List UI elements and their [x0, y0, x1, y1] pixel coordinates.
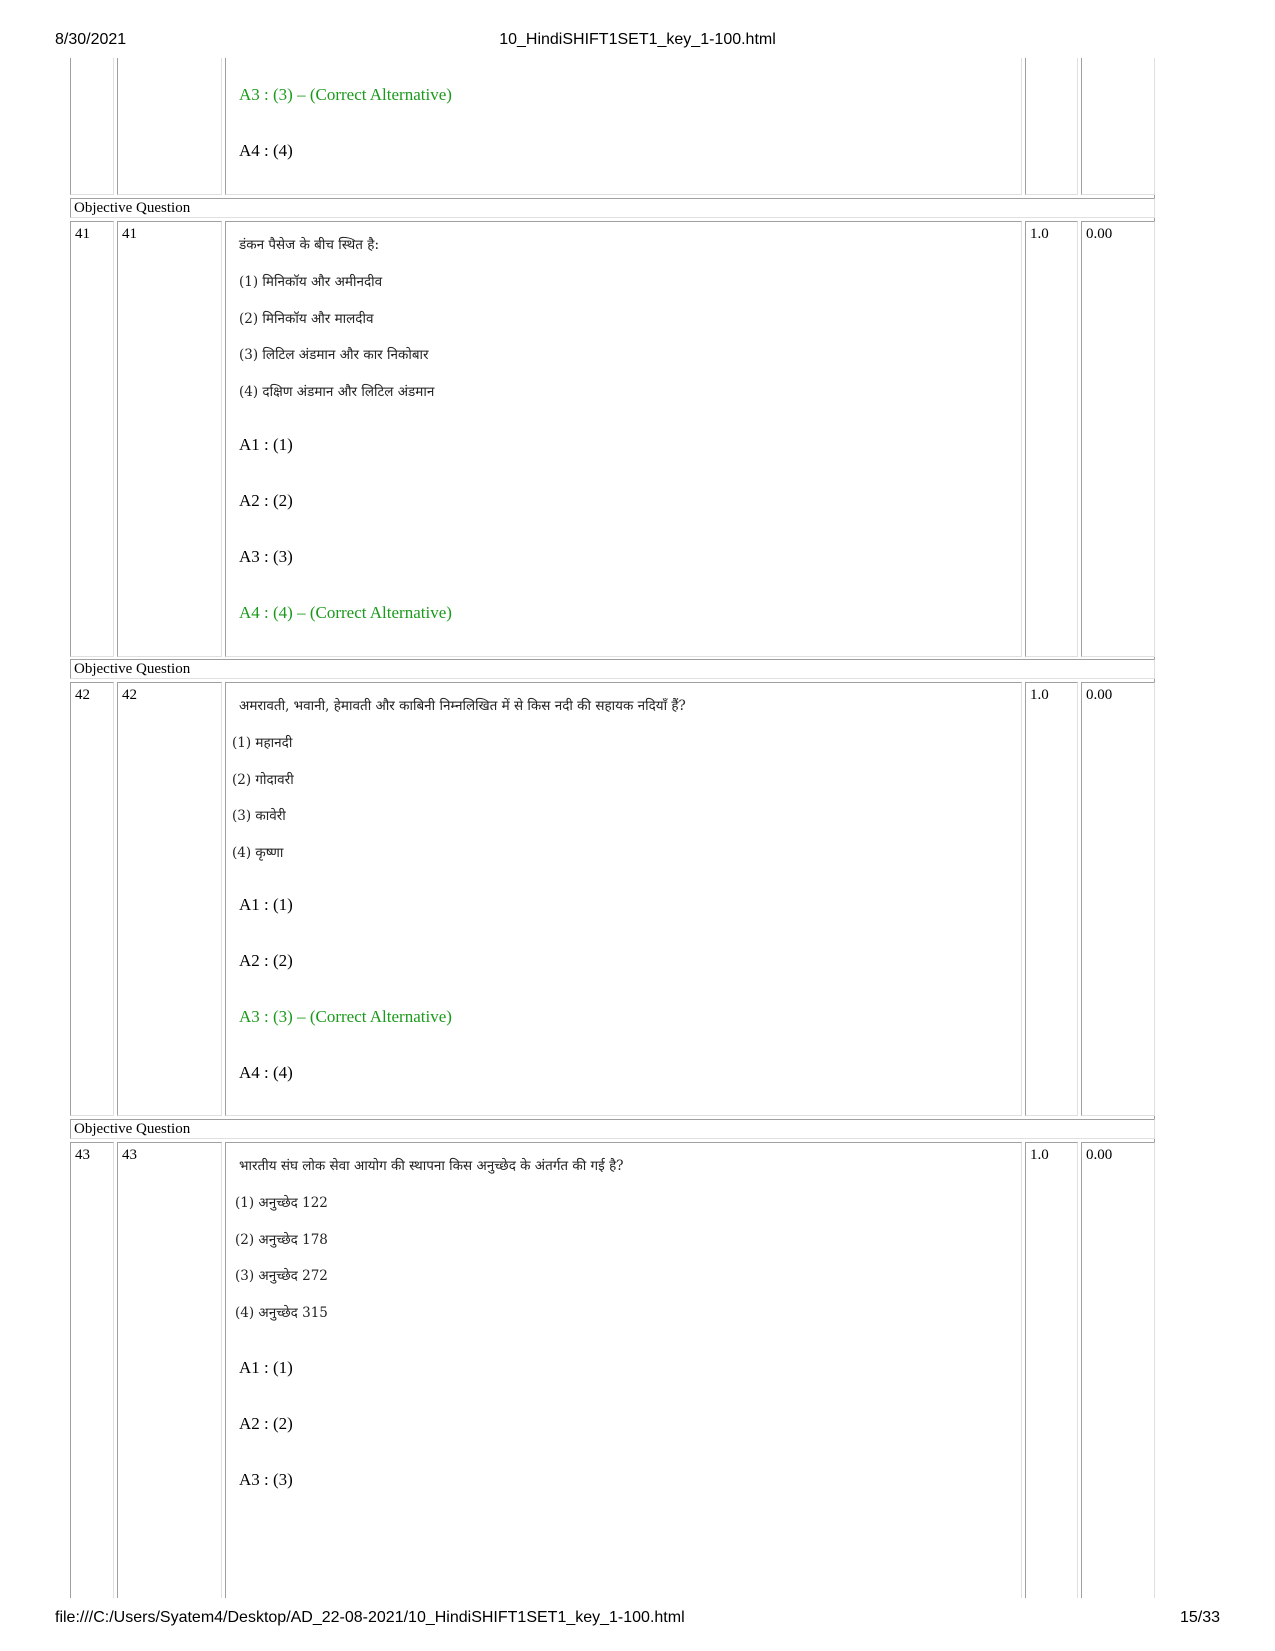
q43-sno-cell: [70, 1142, 114, 1598]
q42-negative: 0.00: [1086, 687, 1113, 703]
q43-qid: 43: [122, 1147, 137, 1163]
q42-type-label: Objective Question: [74, 661, 191, 677]
q42-marks: 1.0: [1030, 687, 1049, 703]
q42-answer-1: A1 : (1): [239, 895, 293, 914]
top-question-cell: [225, 58, 1022, 195]
q42-option-3: (3) कावेरी: [232, 808, 286, 824]
q41-marks: 1.0: [1030, 226, 1049, 242]
q41-option-3: (3) लिटिल अंडमान और कार निकोबार: [239, 347, 429, 363]
q41-qid: 41: [122, 226, 137, 242]
q43-qid-cell: [117, 1142, 222, 1598]
q43-option-2: (2) अनुच्छेद 178: [235, 1232, 328, 1248]
q43-answer-2: A2 : (2): [239, 1414, 293, 1433]
q43-marks: 1.0: [1030, 1147, 1049, 1163]
q41-sno: 41: [75, 226, 90, 242]
q43-sno: 43: [75, 1147, 90, 1163]
top-negative-cell: [1081, 58, 1155, 195]
q43-negative: 0.00: [1086, 1147, 1113, 1163]
q42-option-1: (1) महानदी: [232, 735, 293, 751]
q42-answer-4: A4 : (4): [239, 1063, 293, 1082]
top-sno-cell: [70, 58, 114, 195]
q43-type-label: Objective Question: [74, 1121, 191, 1137]
q43-option-3: (3) अनुच्छेद 272: [235, 1268, 328, 1284]
q43-content-cell: [225, 1142, 1022, 1598]
q41-marks-cell: [1025, 221, 1078, 657]
q43-question-text: भारतीय संघ लोक सेवा आयोग की स्थापना किस अनुच्छेद के अंतर्गत की गई है?: [239, 1158, 624, 1174]
print-url: file:///C:/Users/Syatem4/Desktop/AD_22-08-2021/10_HindiSHIFT1SET1_key_1-100.html: [55, 1609, 685, 1626]
q41-answer-4: A4 : (4) – (Correct Alternative): [239, 603, 452, 622]
q42-negative-cell: [1081, 682, 1155, 1116]
q42-type-row: [70, 659, 1155, 679]
q42-marks-cell: [1025, 682, 1078, 1116]
q41-answer-2: A2 : (2): [239, 491, 293, 510]
q41-sno-cell: [70, 221, 114, 657]
page-number: 15/33: [1179, 1609, 1220, 1626]
q42-answer-2: A2 : (2): [239, 951, 293, 970]
q42-answer-3: A3 : (3) – (Correct Alternative): [239, 1007, 452, 1026]
q42-qid-cell: [117, 682, 222, 1116]
q43-type-row: [70, 1119, 1155, 1139]
top-answer-3: A3 : (3) – (Correct Alternative): [239, 85, 452, 104]
q43-marks-cell: [1025, 1142, 1078, 1598]
q41-negative-cell: [1081, 221, 1155, 657]
q43-answer-3: A3 : (3): [239, 1470, 293, 1489]
top-qid-cell: [117, 58, 222, 195]
q41-option-2: (2) मिनिकॉय और मालदीव: [239, 311, 374, 327]
print-date: 8/30/2021: [55, 31, 127, 48]
q41-type-label: Objective Question: [74, 200, 191, 216]
top-answer-4: A4 : (4): [239, 141, 293, 160]
top-marks-cell: [1025, 58, 1078, 195]
q43-option-1: (1) अनुच्छेद 122: [235, 1195, 328, 1211]
q43-answer-1: A1 : (1): [239, 1358, 293, 1377]
q43-option-4: (4) अनुच्छेद 315: [235, 1305, 328, 1321]
q43-negative-cell: [1081, 1142, 1155, 1598]
answer-key-table: [70, 58, 1218, 1598]
q42-option-4: (4) कृष्णा: [232, 845, 284, 861]
q41-option-1: (1) मिनिकॉय और अमीनदीव: [239, 274, 383, 290]
q41-answer-1: A1 : (1): [239, 435, 293, 454]
q41-question-text: डंकन पैसेज के बीच स्थित है:: [239, 237, 380, 253]
q42-content-cell: [225, 682, 1022, 1116]
q41-content-cell: [225, 221, 1022, 657]
print-title: 10_HindiSHIFT1SET1_key_1-100.html: [499, 31, 776, 48]
q42-qid: 42: [122, 687, 137, 703]
q42-sno: 42: [75, 687, 90, 703]
q41-answer-3: A3 : (3): [239, 547, 293, 566]
q41-type-row: [70, 198, 1155, 218]
q42-question-text: अमरावती, भवानी, हेमावती और काबिनी निम्नलिखित में से किस नदी की सहायक नदियाँ हैं?: [239, 698, 686, 714]
q42-sno-cell: [70, 682, 114, 1116]
q41-option-4: (4) दक्षिण अंडमान और लिटिल अंडमान: [239, 384, 435, 400]
q41-negative: 0.00: [1086, 226, 1113, 242]
q41-qid-cell: [117, 221, 222, 657]
q42-option-2: (2) गोदावरी: [232, 772, 294, 788]
